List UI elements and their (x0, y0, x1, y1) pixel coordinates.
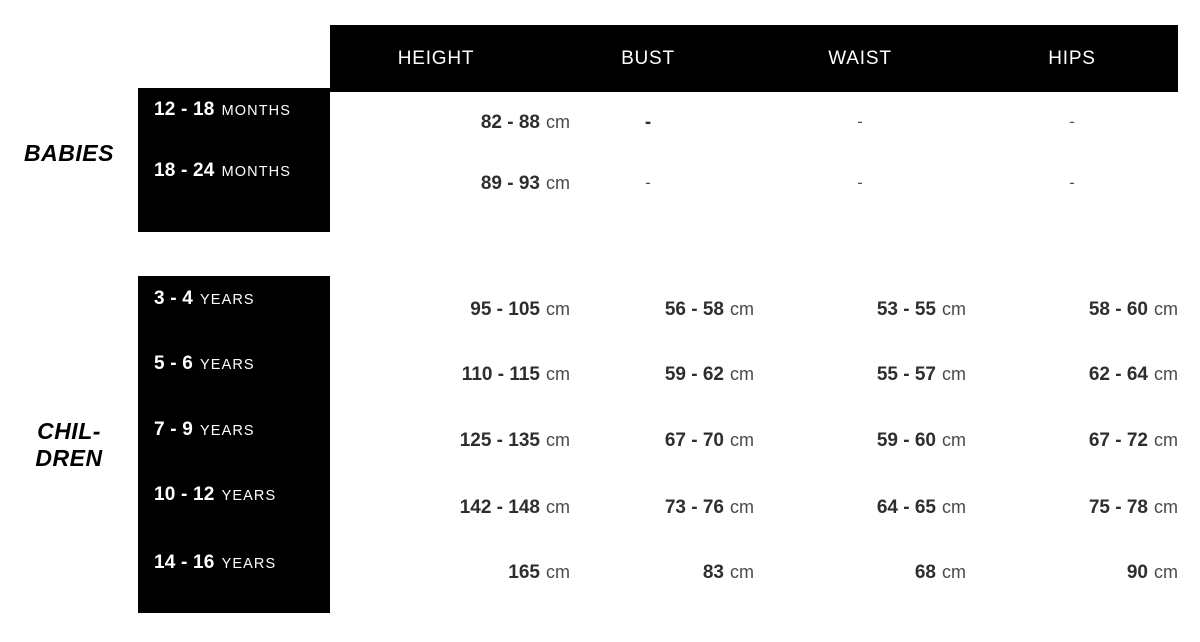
cell-unit: cm (546, 364, 570, 384)
cell-unit: cm (1154, 364, 1178, 384)
size-number: 3 - 4 (154, 288, 194, 309)
table-cell-waist (754, 299, 966, 333)
cell-value: 95 - 105 (470, 299, 540, 320)
cell-value: 58 - 60 (1088, 299, 1148, 320)
cell-value: 73 - 76 (664, 497, 724, 518)
size-unit: YEARS (221, 488, 277, 504)
table-cell-height (330, 430, 570, 464)
table-header-band (330, 25, 1178, 92)
cell-value: 55 - 57 (876, 364, 936, 385)
cell-value: 125 - 135 (459, 430, 540, 451)
cell-value: 59 - 60 (876, 430, 936, 451)
cell-unit: cm (730, 430, 754, 450)
table-cell-height (330, 173, 570, 207)
cell-unit: cm (942, 562, 966, 582)
column-header-bust: BUST (621, 47, 675, 69)
table-cell-hips (966, 364, 1178, 398)
cell-unit: cm (1154, 497, 1178, 517)
cell-value: 165 (508, 562, 540, 583)
table-cell-hips (966, 112, 1178, 146)
table-cell-waist (754, 562, 966, 596)
size-number: 5 - 6 (154, 353, 194, 374)
table-cell-bust (542, 173, 754, 207)
table-cell-hips (966, 173, 1178, 207)
cell-unit: cm (1154, 299, 1178, 319)
column-header-waist: WAIST (828, 47, 892, 69)
table-row-size-label (138, 484, 330, 518)
table-cell-bust (542, 562, 754, 596)
size-number: 10 - 12 (154, 484, 215, 505)
cell-value: 82 - 88 (480, 112, 540, 133)
cell-value: 142 - 148 (459, 497, 540, 518)
table-cell-height (330, 364, 570, 398)
table-cell-hips (966, 430, 1178, 464)
table-cell-bust (542, 430, 754, 464)
size-unit: YEARS (200, 357, 255, 373)
cell-value: 68 (914, 562, 936, 583)
table-cell-waist (754, 112, 966, 146)
cell-unit: cm (730, 497, 754, 517)
group-title-babies-line-1: BABIES (24, 140, 114, 166)
table-cell-hips (966, 562, 1178, 596)
table-cell-bust (542, 497, 754, 531)
cell-value: 64 - 65 (876, 497, 936, 518)
group-title-children-line-1: CHIL- (37, 418, 101, 444)
cell-value: 53 - 55 (876, 299, 936, 320)
cell-unit: cm (1154, 562, 1178, 582)
table-cell-height (330, 112, 570, 146)
size-unit: MONTHS (221, 103, 291, 119)
group-title-children (0, 418, 138, 472)
cell-value: 83 (702, 562, 724, 583)
cell-unit: cm (546, 430, 570, 450)
cell-unit: cm (546, 299, 570, 319)
table-cell-bust (542, 299, 754, 333)
table-cell-hips (966, 497, 1178, 531)
size-unit: MONTHS (221, 164, 291, 180)
cell-value: 67 - 72 (1088, 430, 1148, 451)
table-cell-waist (754, 173, 966, 207)
column-header-hips: HIPS (1048, 47, 1096, 69)
cell-unit: cm (942, 364, 966, 384)
cell-unit: cm (730, 562, 754, 582)
group-title-babies (0, 140, 138, 167)
cell-value: 89 - 93 (480, 173, 540, 194)
cell-value: 110 - 115 (461, 364, 540, 385)
cell-unit: cm (730, 364, 754, 384)
cell-unit: cm (942, 430, 966, 450)
table-cell-bust (542, 112, 754, 146)
group-title-children-line-2: DREN (35, 445, 103, 472)
cell-value: 67 - 70 (664, 430, 724, 451)
cell-value: 90 (1126, 562, 1148, 583)
table-row-size-label (138, 419, 330, 453)
size-number: 12 - 18 (154, 99, 215, 120)
cell-value: - (645, 173, 651, 192)
table-cell-height (330, 562, 570, 596)
cell-value: - (644, 112, 652, 133)
cell-value: 62 - 64 (1088, 364, 1148, 385)
size-unit: YEARS (221, 556, 277, 572)
size-number: 7 - 9 (154, 419, 194, 440)
cell-unit: cm (1154, 430, 1178, 450)
cell-value: 56 - 58 (664, 299, 724, 320)
cell-unit: cm (730, 299, 754, 319)
size-number: 14 - 16 (154, 552, 215, 573)
size-unit: YEARS (200, 423, 255, 439)
cell-unit: cm (942, 299, 966, 319)
table-cell-height (330, 299, 570, 333)
size-number: 18 - 24 (154, 160, 215, 181)
column-header-height: HEIGHT (397, 47, 475, 69)
table-row-size-label (138, 353, 330, 387)
size-unit: YEARS (200, 292, 255, 308)
table-cell-bust (542, 364, 754, 398)
table-row-size-label (138, 160, 330, 194)
cell-unit: cm (546, 562, 570, 582)
cell-unit: cm (546, 112, 570, 132)
cell-value: - (857, 173, 863, 192)
table-cell-height (330, 497, 570, 531)
table-cell-hips (966, 299, 1178, 333)
cell-value: - (1069, 112, 1075, 131)
cell-value: - (857, 112, 863, 131)
table-cell-waist (754, 364, 966, 398)
cell-unit: cm (546, 497, 570, 517)
table-row-size-label (138, 552, 330, 586)
cell-value: - (1069, 173, 1075, 192)
cell-value: 59 - 62 (664, 364, 724, 385)
table-cell-waist (754, 497, 966, 531)
table-row-size-label (138, 99, 330, 133)
cell-unit: cm (546, 173, 570, 193)
table-cell-waist (754, 430, 966, 464)
table-row-size-label (138, 288, 330, 322)
cell-value: 75 - 78 (1088, 497, 1148, 518)
cell-unit: cm (942, 497, 966, 517)
